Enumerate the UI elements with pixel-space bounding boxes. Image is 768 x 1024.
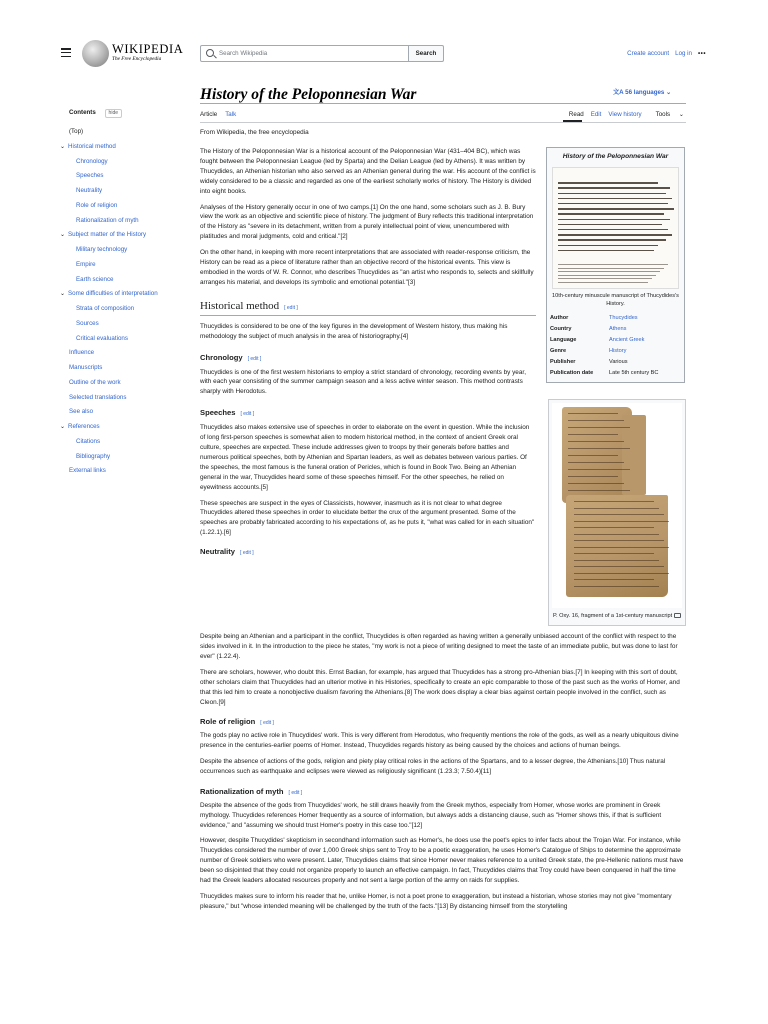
infobox-value[interactable]: Athens bbox=[609, 325, 627, 332]
wikipedia-globe-icon[interactable] bbox=[82, 40, 109, 67]
edit-section-link[interactable]: [ edit ] bbox=[247, 355, 262, 362]
infobox-rows bbox=[547, 313, 684, 379]
manuscript-text-line bbox=[558, 224, 662, 225]
infobox-value: Late 5th century BC bbox=[609, 369, 659, 376]
papyrus-text-line bbox=[574, 586, 659, 587]
manuscript-text-line bbox=[558, 219, 670, 220]
chevron-down-icon[interactable]: ⌄ bbox=[60, 143, 66, 150]
page-title: History of the Peloponnesian War bbox=[200, 86, 417, 103]
infobox-value[interactable]: History bbox=[609, 347, 627, 354]
toc-item-label: Empire bbox=[76, 260, 96, 268]
article-body-continued bbox=[200, 632, 686, 912]
section-heading-chronology bbox=[200, 352, 536, 364]
myth-paragraph-3: Thucydides makes sure to inform his reader that he, unlike Homer, is not a poet prone to exaggeration, but instead a historian, whose stories may not give "momentary pleasure," but "whose intended meaning will be challenged by the truth of the facts."[13] By distancing himself from the storytelling bbox=[200, 893, 672, 910]
manuscript-text-line bbox=[558, 187, 670, 188]
papyrus-text-line bbox=[568, 490, 630, 491]
neutrality-paragraph-2: There are scholars, however, who doubt this. Ernst Badian, for example, has argued that Thucydides has a strong pro-Athenian bias.[7] In keeping with this sort of doubt, other scholars claim that Thucydides had an ulterior motive in his Histories, specifically to create an epic comparable to those of the past such as the works of Homer, and that this led him to create a nonobjective dualism favoring the Athenians.[8] The work does display a clear bias against certain people involved in the conflict, such as Cleon.[9] bbox=[200, 668, 680, 706]
toc-item-label: Citations bbox=[76, 437, 101, 445]
toc-item-label: Strata of composition bbox=[76, 305, 135, 312]
section-heading-role-of-religion bbox=[200, 716, 686, 728]
wikipedia-wordmark[interactable] bbox=[112, 43, 183, 63]
papyrus-text-line bbox=[568, 434, 618, 435]
language-count: 56 languages bbox=[625, 89, 665, 96]
manuscript-text-line bbox=[558, 275, 656, 276]
intro-paragraph-1: The History of the Peloponnesian War is a historical account of the Peloponnesian War (431–404 BC), which was fought between the Peloponnesian League (led by Sparta) and the Delian League (led by Athens). It was written by Thucydides, an Athenian historian who also served as an Athenian general during the war. His account of the conflict is widely considered to be a classic and regarded as one of the earliest scholarly works of history. The History is divided into eight books. bbox=[200, 147, 536, 195]
manuscript-text-line bbox=[558, 203, 668, 204]
chevron-down-icon[interactable]: ⌄ bbox=[60, 232, 66, 239]
toc-item-label: See also bbox=[69, 408, 94, 416]
toc-item-label: (Top) bbox=[69, 128, 84, 135]
infobox-value[interactable]: Thucydides bbox=[609, 314, 638, 321]
heading-text: Speeches bbox=[200, 408, 236, 418]
infobox-value[interactable]: Ancient Greek bbox=[609, 336, 645, 343]
toc-item[interactable] bbox=[60, 230, 189, 245]
speeches-paragraph-2: These speeches are suspect in the eyes of Classicists, however, inasmuch as it is not clear to what degree Thucydides altered these speeches in order to elucidate better the crux of the argument presented. Some of the speeches are probably fabricated according to his expectations of, as he puts it, "what was called for in each situation" (1.22.1).[6] bbox=[200, 499, 535, 537]
toc-item-label: Subject matter of the History bbox=[68, 231, 147, 239]
heading-text: Chronology bbox=[200, 352, 243, 362]
log-in-link[interactable]: Log in bbox=[675, 50, 692, 57]
papyrus-text-line bbox=[568, 413, 618, 414]
papyrus-text-line bbox=[574, 573, 669, 574]
intro-paragraph-3: On the other hand, in keeping with more recent interpretations that are associated with reader-response criticism, the History can be read as a piece of literature rather than an objective record of the historical events. This view is embodied in the words of W. R. Connor, who describes Thucydides as "an artist who responds to, selects and skillfully arranges his material, and develops its symbolic and emotional potential."[3] bbox=[200, 249, 534, 286]
infobox-label: Country bbox=[550, 325, 572, 332]
menu-icon[interactable] bbox=[61, 48, 71, 57]
toc-item-label: Rationalization of myth bbox=[76, 216, 139, 224]
toc-item[interactable] bbox=[69, 245, 189, 260]
infobox-label: Author bbox=[550, 314, 569, 321]
method-paragraph: Thucydides is considered to be one of the key figures in the development of Western history, thus making his methodology the subject of much analysis in the area of historiography.[4] bbox=[200, 322, 508, 340]
infobox-row bbox=[547, 324, 684, 335]
papyrus-text-line bbox=[574, 547, 669, 548]
papyrus-text-line bbox=[568, 448, 630, 449]
toc-item-label: Sources bbox=[76, 319, 99, 327]
toc-item-label: Some difficulties of interpretation bbox=[68, 290, 158, 298]
site-header bbox=[0, 38, 768, 68]
manuscript-text-line bbox=[558, 229, 668, 230]
manuscript-text-line bbox=[558, 208, 674, 209]
heading-text: Rationalization of myth bbox=[200, 786, 284, 796]
create-account-link[interactable]: Create account bbox=[627, 50, 670, 57]
toc-item[interactable] bbox=[69, 466, 189, 481]
toc-item[interactable] bbox=[69, 304, 189, 319]
toc-item[interactable] bbox=[69, 157, 189, 172]
speeches-paragraph-1: Thucydides also makes extensive use of speeches in order to elaborate on the event in question. While the inclusion of long first-person speeches is somewhat alien to modern historical method, in the context of ancient Greek oral culture, speeches are expected. These include addresses given to troops by their generals before battles and numerous political speeches, both by Athenian and Spartan leaders, as well as debates between various parties. Of the speeches, the most famous is the funeral oration of Pericles, which is found in Book Two. Being an Athenian general in the war, Thucydides heard some of these speeches himself. For the other speeches, he relied on eyewitness accounts.[5] bbox=[200, 424, 530, 491]
namespace-tabs bbox=[200, 110, 244, 120]
infobox-value: Various bbox=[609, 358, 628, 365]
infobox-title: History of the Peloponnesian War bbox=[562, 153, 669, 160]
papyrus-text-line bbox=[568, 483, 624, 484]
section-heading-speeches bbox=[200, 407, 536, 419]
papyrus-text-line bbox=[574, 527, 654, 528]
toc-item-label: References bbox=[68, 423, 100, 430]
infobox-row bbox=[547, 313, 684, 324]
tagline: From Wikipedia, the free encyclopedia bbox=[200, 129, 309, 136]
heading-text: Neutrality bbox=[200, 547, 236, 557]
toc-item-label: Selected translations bbox=[69, 393, 127, 401]
toc-item[interactable] bbox=[69, 275, 189, 290]
papyrus-caption bbox=[549, 611, 685, 625]
papyrus-text-line bbox=[568, 427, 630, 428]
manuscript-text-line bbox=[558, 182, 658, 183]
toc-title: Contents bbox=[69, 109, 96, 116]
intro-paragraph-2: Analyses of the History generally occur in one of two camps.[1] On the one hand, some scholars such as J. B. Bury view the work as an objective and scientific piece of history. The judgment of Bury reflects this traditional interpretation of the History as "severe in its detachment, written from a purely intellectual point of view, unencumbered with platitudes and moral judgments, cold and critical."[2] bbox=[200, 203, 534, 241]
section-heading-neutrality bbox=[200, 546, 536, 558]
edit-section-link[interactable]: [ edit ] bbox=[288, 789, 303, 796]
heading-text: Historical method bbox=[200, 299, 280, 312]
manuscript-text-line bbox=[558, 271, 660, 272]
toc-item[interactable] bbox=[69, 348, 189, 363]
infobox-row bbox=[547, 346, 684, 357]
section-heading-historical-method bbox=[200, 298, 536, 316]
toc-item[interactable] bbox=[60, 422, 189, 437]
toc-item-label: Military technology bbox=[76, 246, 128, 253]
chronology-paragraph: Thucydides is one of the first western historians to employ a strict standard of chronology, recording events by year, with each year consisting of the summer campaign season and a less active winter season. This method contrasts sharply with Herodotus. bbox=[200, 368, 526, 396]
tools-label: Tools bbox=[655, 111, 671, 118]
toc-item[interactable] bbox=[69, 260, 189, 275]
religion-paragraph-1: The gods play no active role in Thucydides' work. This is very different from Herodotus, who frequently mentions the role of the gods, as well as a nearly ubiquitous divine presence in the centuries-earlier poems of Homer. Instead, Thucydides regards history as being caused by the choices and actions of human beings. bbox=[200, 732, 679, 750]
caption-text: P. Oxy. 16, fragment of a 1st-century manuscript bbox=[553, 613, 673, 619]
article-body bbox=[200, 128, 536, 560]
search-box bbox=[200, 45, 410, 62]
toc-item-label: Earth science bbox=[76, 275, 114, 283]
edit-section-link[interactable]: [ edit ] bbox=[284, 304, 298, 311]
papyrus-text-line bbox=[574, 579, 654, 580]
section-heading-rationalization-of-myth bbox=[200, 786, 686, 798]
papyrus-text-line bbox=[568, 455, 618, 456]
papyrus-text-line bbox=[568, 469, 630, 470]
edit-section-link[interactable]: [ edit ] bbox=[240, 411, 255, 418]
infobox-caption: 10th-century minuscule manuscript of Thucydides's History. bbox=[552, 293, 679, 308]
papyrus-text-line bbox=[574, 501, 654, 502]
edit-section-link[interactable]: [ edit ] bbox=[240, 550, 254, 557]
manuscript-text-line bbox=[558, 239, 666, 240]
tabs-divider bbox=[200, 122, 686, 123]
papyrus-text-line bbox=[574, 521, 669, 522]
manuscript-text-line bbox=[558, 264, 668, 265]
infobox-row bbox=[547, 335, 684, 346]
edit-section-link[interactable]: [ edit ] bbox=[260, 720, 274, 727]
tab-talk[interactable]: Talk bbox=[225, 111, 237, 118]
toc-item[interactable] bbox=[69, 407, 189, 422]
papyrus-text-line bbox=[574, 534, 659, 535]
tab-read[interactable]: Read bbox=[568, 111, 584, 118]
papyrus-text-line bbox=[574, 560, 659, 561]
wordmark-tagline: The Free Encyclopedia bbox=[112, 56, 162, 62]
toc-item-label: Chronology bbox=[76, 157, 108, 165]
toc-item[interactable] bbox=[69, 319, 189, 334]
tab-article[interactable]: Article bbox=[200, 111, 218, 118]
papyrus-image[interactable] bbox=[552, 403, 682, 608]
toc-item[interactable] bbox=[60, 142, 189, 157]
toc-item[interactable] bbox=[69, 171, 189, 186]
toc-item-label: Influence bbox=[69, 349, 95, 357]
religion-paragraph-2: Despite the absence of actions of the gods, religion and piety play critical roles in the actions of the Spartans, and to a lesser degree, the Athenians.[10] Thus natural occurrences such as earthquake and eclipses were viewed as religiously significant (1.23.3; 7.50.4)[11] bbox=[200, 758, 666, 775]
search-icon bbox=[206, 49, 214, 57]
manuscript-text-line bbox=[558, 245, 658, 246]
language-button[interactable] bbox=[613, 88, 671, 98]
toc-item[interactable] bbox=[69, 216, 189, 231]
toc-item[interactable] bbox=[69, 201, 189, 216]
toc-item[interactable] bbox=[69, 363, 189, 378]
toc-item-label: External links bbox=[69, 467, 106, 475]
myth-paragraph-2: However, despite Thucydides' skepticism in secondhand information such as Homer's, he does use the poet's epics to infer facts about the Trojan War. For instance, while Thucydides considered the number of over 1,000 Greek ships sent to Troy to be a poetic exaggeration, he uses Homer's Catalogue of Ships to determine the approximate number of Greek soldiers who were present. Later, Thucydides claims that since Homer never makes reference to a united Greek state, the pre-Hellenic nations must have been so disjointed that they could not organize properly to launch an effective campaign. In fact, Thucydides claims that Troy could have been conquered in half the time had the Greek leaders allocated resources properly and not sent a large portion of the army on raids for supplies. bbox=[200, 837, 684, 885]
toc-item[interactable] bbox=[69, 186, 189, 201]
manuscript-text-line bbox=[558, 198, 672, 199]
chevron-down-icon: ⌄ bbox=[664, 89, 672, 96]
infobox-label: Language bbox=[550, 336, 577, 343]
infobox-label: Genre bbox=[550, 347, 567, 354]
papyrus-text-line bbox=[568, 462, 624, 463]
infobox-row bbox=[547, 368, 684, 379]
search-button[interactable]: Search bbox=[408, 45, 444, 62]
papyrus-text-line bbox=[568, 441, 624, 442]
toc-item-label: Speeches bbox=[76, 172, 104, 180]
infobox-label: Publication date bbox=[550, 369, 594, 376]
enlarge-icon[interactable] bbox=[674, 613, 681, 618]
tab-tools[interactable] bbox=[649, 111, 684, 118]
toc-item[interactable] bbox=[69, 127, 189, 142]
more-options-icon[interactable]: ••• bbox=[698, 50, 706, 57]
user-links bbox=[621, 49, 706, 59]
toc-item-label: Historical method bbox=[68, 142, 116, 150]
toc-item[interactable] bbox=[69, 334, 189, 349]
manuscript-text-line bbox=[558, 250, 654, 251]
manuscript-text-line bbox=[558, 213, 664, 214]
toc-item-label: Bibliography bbox=[76, 452, 111, 460]
toc-item-label: Critical evaluations bbox=[76, 334, 128, 342]
papyrus-text-line bbox=[574, 514, 664, 515]
papyrus-text-line bbox=[574, 553, 654, 554]
infobox-row bbox=[547, 357, 684, 368]
toc-item[interactable] bbox=[69, 393, 189, 408]
tab-edit[interactable]: Edit bbox=[590, 111, 602, 118]
toc-item[interactable] bbox=[69, 378, 189, 393]
translate-icon: 文A bbox=[613, 89, 626, 96]
toc-hide-button[interactable]: hide bbox=[105, 109, 122, 118]
toc-item-label: Neutrality bbox=[76, 187, 103, 194]
papyrus-text-line bbox=[568, 420, 624, 421]
papyrus-text-line bbox=[574, 566, 664, 567]
papyrus-figure bbox=[548, 399, 686, 626]
chevron-down-icon: ⌄ bbox=[678, 111, 684, 118]
myth-paragraph-1: Despite the absence of the gods from Thucydides' work, he still draws heavily from the Greek mythos, especially from Homer, whose works are prominent in Greek mythology. Thucydides references Homer frequently as a source of information, but always adds a distancing clause, such as "Homer shows this, if that is sufficient evidence," and "assuming we should trust Homer's poetry in this case too."[12] bbox=[200, 801, 662, 829]
view-tabs bbox=[562, 110, 684, 120]
manuscript-text-line bbox=[558, 234, 672, 235]
manuscript-text-line bbox=[558, 268, 664, 269]
toc-header bbox=[69, 108, 189, 120]
papyrus-text-line bbox=[574, 540, 664, 541]
manuscript-text-line bbox=[558, 193, 666, 194]
papyrus-text-line bbox=[568, 476, 618, 477]
toc-list bbox=[60, 127, 189, 481]
manuscript-text-line bbox=[558, 278, 652, 279]
title-divider bbox=[200, 103, 686, 104]
toc-item[interactable] bbox=[69, 452, 189, 467]
toc-item[interactable] bbox=[69, 437, 189, 452]
infobox bbox=[546, 147, 685, 383]
manuscript-image[interactable] bbox=[552, 167, 679, 289]
table-of-contents bbox=[60, 108, 189, 481]
toc-item-label: Outline of the work bbox=[69, 378, 121, 386]
toc-item[interactable] bbox=[60, 289, 189, 304]
manuscript-text-line bbox=[558, 282, 648, 283]
chevron-down-icon[interactable]: ⌄ bbox=[60, 424, 66, 430]
tab-view-history[interactable]: View history bbox=[608, 111, 642, 118]
chevron-down-icon[interactable]: ⌄ bbox=[60, 291, 66, 298]
heading-text: Role of religion bbox=[200, 717, 256, 727]
infobox-label: Publisher bbox=[550, 358, 576, 365]
toc-item-label: Role of religion bbox=[76, 201, 118, 209]
wordmark-title: WIKIPEDIA bbox=[112, 42, 184, 56]
search-input[interactable] bbox=[219, 48, 399, 59]
papyrus-text-line bbox=[574, 508, 659, 509]
neutrality-paragraph-1: Despite being an Athenian and a participant in the conflict, Thucydides is often regarded as having written a generally unbiased account of the conflict with respect to the sides involved in it. In the introduction to the piece he states, "my work is not a piece of writing designed to meet the taste of an immediate public, but was done to last for ever" (1.22.4). bbox=[200, 633, 678, 660]
toc-item-label: Manuscripts bbox=[69, 364, 103, 371]
